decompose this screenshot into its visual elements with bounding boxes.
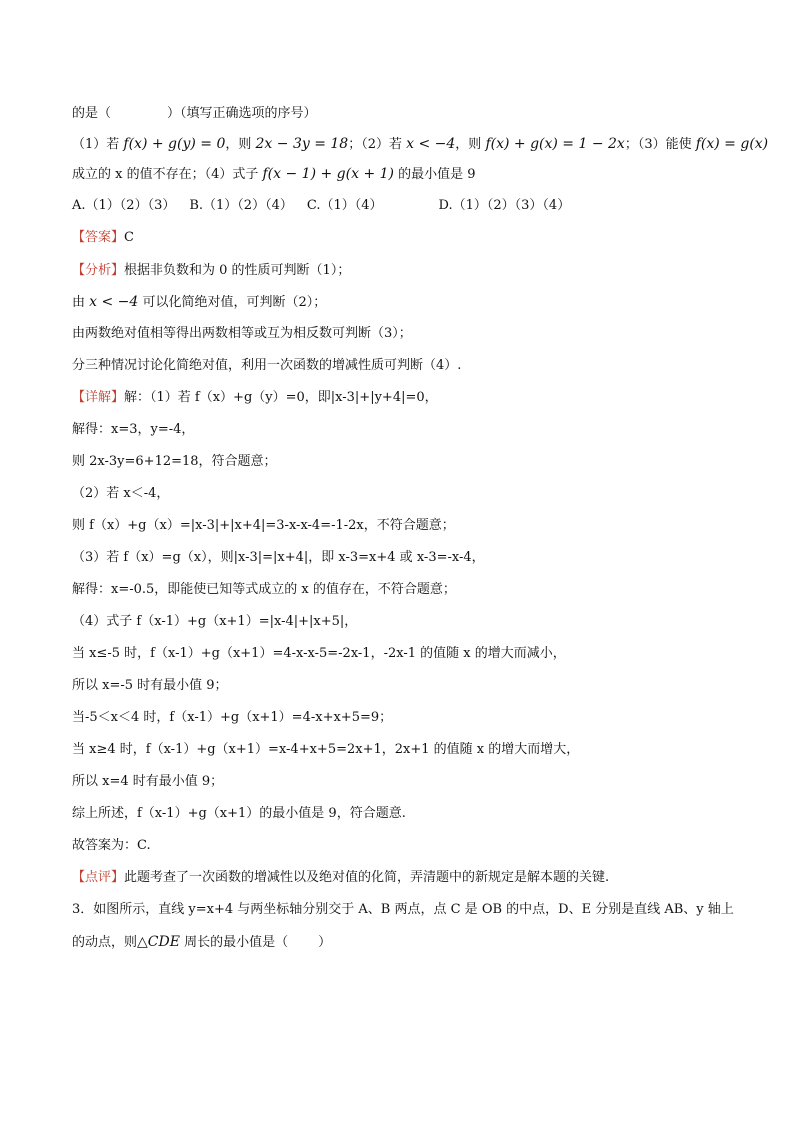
formula: f(x) + g(x) = 1 − 2x [485,136,625,152]
comment-line [72,868,754,888]
answer-tag: 【答案】 [72,230,125,245]
text-run: 由两数绝对值相等得出两数相等或互为相反数可判断（3）； [72,326,412,341]
option-d: D.（1）（2）（3）（4） [438,198,571,213]
detail-line-11 [72,708,754,728]
text-run: （1）若 [72,137,124,152]
text-run: 的动点，则 [72,935,138,950]
detail-line-14 [72,804,754,824]
text-run: （2）若 x＜-4， [72,486,170,501]
options-line [72,196,754,216]
statements-line [72,134,769,155]
text-run: 则 2x-3y=6+12=18，符合题意； [72,454,277,469]
detail-line-4 [72,484,754,504]
text-run: 3．如图所示，直线 y=x+4 与两坐标轴分别交于 A、B 两点，点 C 是 OB 的中点，D、E 分别是直线 AB、y 轴上 [72,902,734,917]
formula: △CDE [137,934,180,950]
answer-line [72,228,754,248]
detail-line-13 [72,772,754,792]
comment-tag: 【点评】 [72,870,125,885]
analysis-text: 根据非负数和为 0 的性质可判断（1）； [124,263,351,278]
text-run: 故答案为：C. [72,838,151,853]
text-run: 当-5＜x＜4 时，f（x-1）+g（x+1）=4-x+x+5=9； [72,710,393,725]
text-run: ；（2）若 [348,137,407,152]
detail-line-10 [72,676,754,696]
text-run: ，则 [455,137,486,152]
text-run: 分三种情况讨论化简绝对值，利用一次函数的增减性质可判断（4）. [72,358,462,373]
text-run: 所以 x=-5 时有最小值 9； [72,678,228,693]
text-run: ，则 [225,137,256,152]
text-run: 综上所述，f（x-1）+g（x+1）的最小值是 9，符合题意. [72,806,406,821]
question-stem-line [72,104,754,124]
detail-line [72,388,754,408]
formula: f(x − 1) + g(x + 1) [262,166,394,182]
text-run: （4）式子 f（x-1）+g（x+1）=|x-4|+|x+5|， [72,614,358,629]
analysis-line-2 [72,292,754,313]
detail-line-2 [72,420,754,440]
text-run: 的是（ [72,106,112,121]
analysis-line [72,261,754,281]
option-a: A.（1）（2）（3） [72,198,176,213]
detail-line-9 [72,644,754,664]
analysis-line-4 [72,356,754,376]
text-run: 由 [72,295,90,310]
detail-line-8 [72,612,754,632]
detail-tag: 【详解】 [72,390,125,405]
detail-line-15 [72,836,754,856]
detail-line-6 [72,548,754,568]
text-run: 成立的 x 的值不存在；（4）式子 [72,167,263,182]
comment-text: 此题考查了一次函数的增减性以及绝对值的化简，弄清题中的新规定是解本题的关键. [124,870,610,885]
option-c: C.（1）（4） [306,198,383,213]
text-run: （3）若 f（x）=g（x），则|x-3|=|x+4|，即 x-3=x+4 或 x-3=-x-4， [72,550,485,565]
detail-line-3 [72,452,754,472]
text-run: ）（填写正确选项的序号） [167,106,317,121]
text-run: 所以 x=4 时有最小值 9； [72,774,224,789]
formula: x < −4 [89,294,139,310]
text-run: 则 f（x）+g（x）=|x-3|+|x+4|=3-x-x-4=-1-2x，不符合题意； [72,518,455,533]
text-run: 当 x≤-5 时，f（x-1）+g（x+1）=4-x-x-5=-2x-1，-2x-1 的值随 x 的增大而减小， [72,646,566,661]
detail-line-5 [72,516,754,536]
formula: f(x) = g(x) [695,136,769,152]
option-b: B.（1）（2）（4） [189,198,293,213]
formula: f(x) + g(y) = 0 [123,136,226,152]
text-run: 解得：x=-0.5，即能使已知等式成立的 x 的值存在，不符合题意； [72,582,456,597]
formula: 2x − 3y = 18 [255,136,349,152]
text-run: 解得：x=3，y=-4， [72,422,195,437]
question-3-line [72,900,754,920]
statements-line-2 [72,164,754,185]
text-run: ） [318,935,332,950]
detail-line-12 [72,740,754,760]
analysis-line-3 [72,324,754,344]
question-3-line-2 [72,932,754,953]
text-run: 的最小值是 9 [394,167,476,182]
analysis-tag: 【分析】 [72,263,125,278]
formula: x < −4 [406,136,456,152]
answer-text: C [124,230,134,245]
text-run: ；（3）能使 [624,137,696,152]
text-run: 周长的最小值是（ [179,935,289,950]
detail-line-7 [72,580,754,600]
detail-text: 解：（1）若 f（x）+g（y）=0，即|x-3|+|y+4|=0， [124,390,438,405]
text-run: 当 x≥4 时，f（x-1）+g（x+1）=x-4+x+5=2x+1，2x+1 的值随 x 的增大而增大， [72,742,580,757]
text-run: 可以化简绝对值，可判断（2）； [138,295,327,310]
